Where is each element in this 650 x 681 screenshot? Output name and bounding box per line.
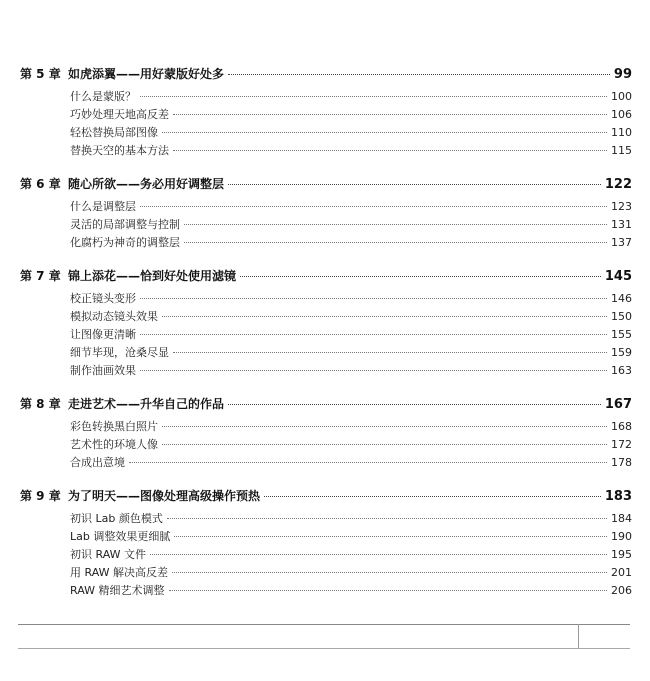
footer-rule-top [18,624,630,625]
section-entry[interactable] [20,326,632,344]
section-entry[interactable] [20,290,632,308]
chapter-page-number: 122 [604,177,632,192]
chapter-number: 第 9 章 [20,489,61,503]
dot-leader [162,426,607,427]
dot-leader [184,242,607,243]
section-title: 制作油画效果 [70,364,136,377]
section-title: 让图像更清晰 [70,328,136,341]
table-of-contents [20,62,632,612]
section-page-number: 159 [611,346,632,359]
dot-leader [129,462,607,463]
chapter-8-heading[interactable] [20,392,632,416]
chapter-6-sections [20,198,632,252]
section-entry[interactable] [20,454,632,472]
chapter-number: 第 6 章 [20,177,61,191]
section-entry[interactable] [20,528,632,546]
section-title: 什么是蒙版？ [70,90,136,103]
section-page-number: 190 [611,530,632,543]
section-page-number: 195 [611,548,632,561]
section-title: RAW 精细艺术调整 [70,584,165,597]
section-entry[interactable] [20,436,632,454]
section-title: 轻松替换局部图像 [70,126,158,139]
footer-rule-bottom [18,648,630,649]
dot-leader [140,298,607,299]
chapter-title: 随心所欲——务必用好调整层 [68,177,225,191]
section-entry[interactable] [20,344,632,362]
chapter-7-sections [20,290,632,380]
dot-leader [162,132,607,133]
section-page-number: 155 [611,328,632,341]
section-entry[interactable] [20,142,632,160]
chapter-8-sections [20,418,632,472]
section-title: 校正镜头变形 [70,292,136,305]
section-title: 合成出意境 [70,456,125,469]
section-title: Lab 调整效果更细腻 [70,530,171,543]
footer-divider-tick [578,624,579,648]
dot-leader [228,184,601,185]
dot-leader [162,316,607,317]
dot-leader [173,114,607,115]
section-page-number: 184 [611,512,632,525]
chapter-number: 第 7 章 [20,269,61,283]
section-title: 模拟动态镜头效果 [70,310,158,323]
section-entry[interactable] [20,234,632,252]
chapter-5-heading[interactable] [20,62,632,86]
dot-leader [240,276,601,277]
section-page-number: 201 [611,566,632,579]
section-title: 什么是调整层 [70,200,136,213]
section-page-number: 172 [611,438,632,451]
chapter-5-sections [20,88,632,160]
section-page-number: 106 [611,108,632,121]
chapter-page-number: 183 [604,489,632,504]
section-page-number: 131 [611,218,632,231]
dot-leader [264,496,601,497]
section-page-number: 206 [611,584,632,597]
chapter-number: 第 8 章 [20,397,61,411]
section-page-number: 146 [611,292,632,305]
section-entry[interactable] [20,308,632,326]
dot-leader [174,536,607,537]
chapter-7-heading[interactable] [20,264,632,288]
dot-leader [184,224,607,225]
dot-leader [169,590,608,591]
section-title: 初识 RAW 文件 [70,548,146,561]
section-title: 替换天空的基本方法 [70,144,169,157]
dot-leader [167,518,607,519]
dot-leader [228,404,601,405]
section-entry[interactable] [20,582,632,600]
section-page-number: 150 [611,310,632,323]
dot-leader [173,150,607,151]
section-entry[interactable] [20,106,632,124]
dot-leader [172,572,607,573]
section-page-number: 110 [611,126,632,139]
section-entry[interactable] [20,216,632,234]
section-title: 艺术性的环境人像 [70,438,158,451]
section-title: 灵活的局部调整与控制 [70,218,180,231]
chapter-title: 走进艺术——升华自己的作品 [68,397,225,411]
section-title: 用 RAW 解决高反差 [70,566,168,579]
section-entry[interactable] [20,418,632,436]
section-page-number: 137 [611,236,632,249]
section-entry[interactable] [20,124,632,142]
chapter-title: 为了明天——图像处理高级操作预热 [68,489,261,503]
section-title: 初识 Lab 颜色模式 [70,512,163,525]
section-page-number: 115 [611,144,632,157]
section-title: 彩色转换黑白照片 [70,420,158,433]
chapter-title: 锦上添花——恰到好处使用滤镜 [68,269,237,283]
dot-leader [228,74,610,75]
dot-leader [140,370,607,371]
section-entry[interactable] [20,510,632,528]
chapter-number: 第 5 章 [20,67,61,81]
chapter-title: 如虎添翼——用好蒙版好处多 [68,67,225,81]
section-page-number: 100 [611,90,632,103]
section-page-number: 168 [611,420,632,433]
dot-leader [173,352,607,353]
chapter-6-heading[interactable] [20,172,632,196]
section-entry[interactable] [20,546,632,564]
section-title: 细节毕现，沧桑尽显 [70,346,169,359]
chapter-page-number: 167 [604,397,632,412]
section-entry[interactable] [20,198,632,216]
dot-leader [150,554,607,555]
section-title: 巧妙处理天地高反差 [70,108,169,121]
dot-leader [162,444,607,445]
section-page-number: 178 [611,456,632,469]
chapter-9-sections [20,510,632,600]
section-title: 化腐朽为神奇的调整层 [70,236,180,249]
dot-leader [140,334,607,335]
dot-leader [140,96,607,97]
section-page-number: 123 [611,200,632,213]
chapter-9-heading[interactable] [20,484,632,508]
section-entry[interactable] [20,362,632,380]
section-page-number: 163 [611,364,632,377]
section-entry[interactable] [20,564,632,582]
dot-leader [140,206,607,207]
chapter-page-number: 99 [613,67,632,82]
chapter-page-number: 145 [604,269,632,284]
section-entry[interactable] [20,88,632,106]
